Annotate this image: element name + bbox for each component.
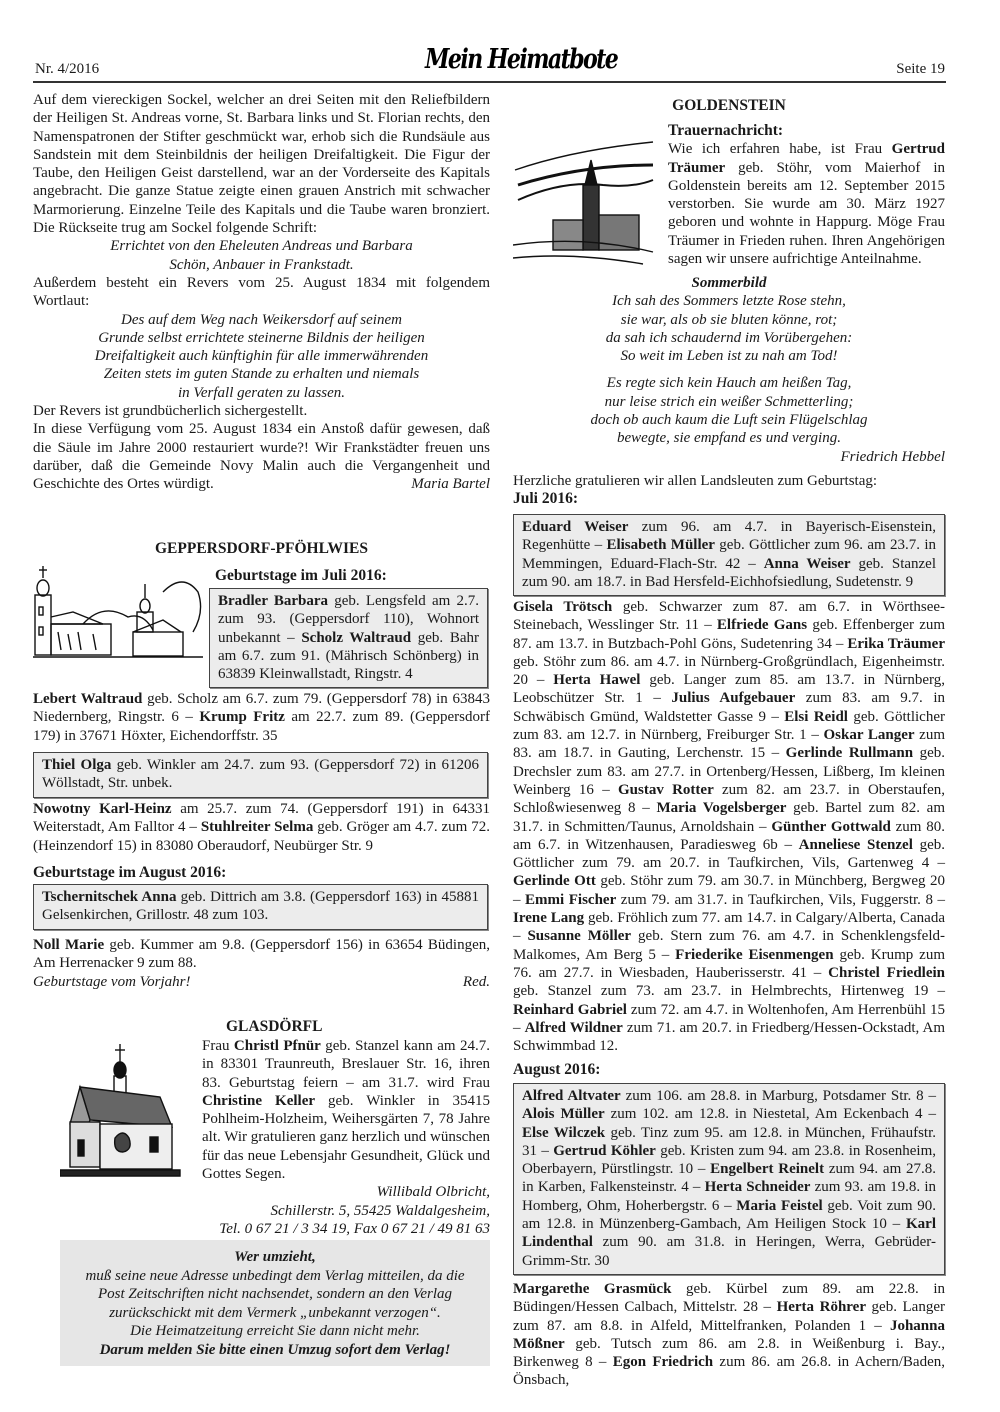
- obituary-heading: Trauernachricht:: [668, 122, 784, 139]
- text-line: Willibald Olbricht,: [376, 1184, 490, 1201]
- obituary: [668, 122, 945, 268]
- highlight-box: [513, 514, 945, 596]
- text-segment: geb. Tinz zum 95. am 12.8. in München, Frühaufstr. 31 –: [522, 1124, 936, 1159]
- person-name: Alfred Altvater: [522, 1088, 621, 1104]
- text-segment: Wie ich erfahren habe, ist Frau: [668, 141, 892, 158]
- person-name: Else Wilczek: [522, 1124, 606, 1141]
- text-segment: geb. Scholz am 6.7. zum 79. (Geppersdorf 78) in 63843 Niedernberg, Ringstr. 6 –: [33, 691, 490, 726]
- person-name: Gertrud Köhler: [553, 1142, 656, 1159]
- revers-quote: [33, 311, 490, 402]
- person-name: Eduard Weiser: [522, 519, 629, 535]
- person-name: Christel Friedlein: [828, 964, 945, 981]
- person-name: Herta Röhrer: [776, 1299, 866, 1316]
- text-line: So weit im Leben ist zu nah am Tod!: [620, 348, 838, 365]
- text-line: Dreifaltigkeit auch künftighin für alle immerwährenden: [94, 348, 429, 365]
- person-name: Elsi Reidl: [784, 708, 848, 725]
- article-paragraph: Der Revers ist grundbücherlich sichergestellt.: [33, 403, 308, 420]
- person-name: Emmi Fischer: [525, 891, 617, 908]
- article-author: Maria Bartel: [411, 476, 490, 493]
- text-segment: geb. Winkler in 35415 Pohlheim-Holzheim, Weihersgärten 7, 78 Jahre alt. Wir gratulieren ganz herzlich und wünschen für das neue Lebensjahr Gesundheit, Glück und Gottes Segen.: [202, 1092, 490, 1183]
- article-paragraph: [33, 420, 490, 493]
- glasdoerfl-paragraph: [202, 1037, 490, 1183]
- issue-number: Nr. 4/2016: [35, 61, 100, 77]
- inscription: [33, 237, 490, 274]
- person-name: Maria Vogelsberger: [656, 800, 787, 817]
- person-name: Günther Gottwald: [771, 818, 891, 835]
- text-segment: am 22.7. zum 89. (Geppersdorf 179) in 37671 Höxter, Eichendorffstr. 35: [33, 709, 490, 744]
- text-line: Des auf dem Weg nach Weikersdorf auf seinem: [121, 311, 402, 328]
- text-segment: am 25.7. zum 74. (Geppersdorf 191) in 64331 Weiterstadt, Am Falltor 4 –: [33, 801, 490, 836]
- text-segment: geb. Bahr am 6.7. zum 91. (Mährisch Schönberg) in 63839 Kleinwallstadt, Ringstr. 4: [218, 629, 479, 683]
- text-line: Ich sah des Sommers letzte Rose stehn,: [612, 293, 846, 310]
- text-segment: zum 80. am 6.7. in Witzenhausen, Paradiesweg 6b –: [513, 818, 946, 853]
- person-name: Oskar Langer: [823, 727, 915, 744]
- person-name: Herta Schneider: [704, 1179, 811, 1196]
- person-name: Bradler Barbara: [218, 593, 329, 609]
- text-segment: geb. Kummer am 9.8. (Geppersdorf 156) in 63654 Büdingen, Am Herrenacker 9 zum 88.: [33, 937, 491, 972]
- text-line: Schön, Anbauer in Frankstadt.: [169, 256, 354, 273]
- person-name: Gustav Rotter: [617, 781, 714, 798]
- august-heading: August 2016:: [513, 1061, 601, 1078]
- greeting-text: Herzliche gratulieren wir allen Landsleuten zum Geburtstag:: [513, 473, 878, 489]
- highlight-box: [513, 1083, 945, 1275]
- previous-year-note: Geburtstage vom Vorjahr!: [33, 973, 191, 990]
- poem-title: Sommerbild: [691, 275, 767, 291]
- section-title-glasdoerfl: GLASDÖRFL: [226, 1018, 323, 1035]
- text-segment: geb. Lengsfeld am 2.7. zum 93. (Geppersdorf 110), Wohnort unbekannt –: [218, 593, 479, 646]
- birthday-text: [33, 936, 490, 973]
- text-segment: geb. Krump zum 76. am 27.7. in Wiesbaden, Hauberisserstr. 41 –: [513, 946, 946, 981]
- glasdoerfl-text: [202, 1037, 490, 1238]
- text-segment: geb. Langer zum 85. am 13.7. in Nürnberg, Leobschützer Str. 1 –: [513, 672, 945, 707]
- person-name: Gerlinde Rullmann: [785, 745, 914, 762]
- text-segment: zum 94. am 27.8. in Karben, Falkensteinstr. 4 –: [522, 1161, 936, 1196]
- person-name: Lebert Waltraud: [33, 691, 143, 707]
- text-segment: geb. Dittrich am 3.8. (Geppersdorf 163) in 45881 Gelsenkirchen, Grillostr. 48 zum 103.: [42, 889, 479, 924]
- newspaper-logo: Mein Heimatbote: [425, 44, 618, 75]
- text-segment: zum 83. am 18.7. in Gauting, Lerchenstr. 15 –: [513, 727, 945, 762]
- text-line: Post Zeitschriften nicht nachsendet, sondern an den Verlag: [97, 1286, 453, 1302]
- text-segment: zum 96. am 4.7. in Bayerisch-Eisenstein, Regenhütte –: [522, 519, 936, 554]
- highlight-box: [209, 588, 488, 688]
- text-segment: zum 79. am 31.7. in Taufkirchen, Vils, Fuggerstr. 8 –: [616, 891, 945, 908]
- text-segment: zum 106. am 28.8. in Marburg, Potsdamer Str. 8 –: [620, 1088, 936, 1104]
- text-line: bewegte, sie empfand es und verging.: [617, 430, 841, 447]
- person-name: Elfriede Gans: [716, 617, 808, 634]
- page-number: Seite 19: [896, 61, 945, 77]
- article-paragraph: Auf dem viereckigen Sockel, welcher an drei Seiten mit den Reliefbildern der Heiligen St. Andreas vorne, St. Barbara links und St. Florian rechts, den Namenspatronen der Stifter geschmückt war, erhob sich die Rundsäule aus Sandstein mit dem Steinbildnis der heiligen Dreifaltigkeit. Die Figur der Taube, den Heiligen Geist darstellend, war an der Vorderseite des Kapitals angebracht. Die ganze Statue zeigte einen grauen Anstrich mit schwacher Marmorierung. Einzelne Teile des Kapitals und die Taube waren bronziert. Die Rückseite trug am Sockel folgende Schrift:: [33, 92, 490, 237]
- text-segment: zum 93. am 19.8. in Homberg, Ohm, Hoherbergstr. 6 –: [522, 1179, 936, 1214]
- birthday-paragraph: [33, 690, 490, 745]
- text-segment: zum 83. am 9.7. in Schwäbisch Gmünd, Waldstetter Gasse 9 –: [513, 690, 945, 725]
- birthday-list-july: [513, 598, 945, 1055]
- text-line: sie war, als ob sie bluten könne, rot;: [620, 311, 838, 328]
- text-line: Errichtet von den Eheleuten Andreas und Barbara: [110, 238, 413, 255]
- article-trinity-column: [33, 91, 490, 494]
- person-name: Noll Marie: [33, 937, 105, 953]
- text-segment: geb. Kürbel zum 89. am 22.8. in Büdingen/Hessen Calbach, Mittelstr. 28 –: [513, 1281, 945, 1316]
- church-illustration: [33, 562, 205, 662]
- august-birthdays-heading: Geburtstage im August 2016:: [33, 864, 227, 881]
- text-segment: zum 72. am 4.7. in Woltenhofen, Am Herrenbühl 15 –: [513, 1001, 945, 1036]
- person-name: Tschernitschek Anna: [42, 889, 177, 905]
- birthday-paragraph: [33, 800, 490, 855]
- text-segment: geb. Göttlicher zum 83. am 12.7. in Nürnberg, Freiburger Str. 1 –: [513, 708, 945, 744]
- text-line: da sah ich schaudernd im Vorübergehen:: [605, 329, 853, 346]
- person-name: Thiel Olga: [42, 757, 112, 773]
- text-line: zurückschickt mit dem Vermerk „unbekannt verzogen“.: [109, 1304, 441, 1321]
- text-segment: zum 71. am 20.7. in Friedberg/Hessen-Ockstadt, Am Schwimmbad 12.: [513, 1019, 946, 1055]
- obituary-text: [668, 140, 945, 268]
- text-line: Es regte sich kein Hauch am heißen Tag,: [606, 375, 852, 392]
- chapel-illustration: [60, 1042, 182, 1177]
- person-name: Maria Feistel: [736, 1197, 823, 1214]
- person-name: Christine Keller: [202, 1092, 316, 1109]
- person-name: Nowotny Karl-Heinz: [33, 801, 172, 817]
- person-name: Anna Weiser: [763, 555, 851, 572]
- text-line: Schillerstr. 5, 55425 Waldalgesheim,: [270, 1202, 490, 1219]
- text-line: Die Heimatzeitung erreicht Sie dann nicht mehr.: [130, 1323, 420, 1339]
- poem-stanza: [513, 292, 945, 365]
- text-segment: geb. Langer zum 87. am 8.8. in Alfeld, Mittelfranken, Polanden 1 –: [513, 1299, 945, 1334]
- birthday-paragraph: [33, 936, 490, 991]
- text-segment: geb. Stanzel zum 90. am 18.7. in Bad Hersfeld-Eichhofsiedlung, Sudetenstr. 9: [522, 555, 936, 590]
- header-rule: [33, 81, 946, 83]
- text-segment: geb. Voit zum 90. am 12.8. in Münzenberg-Gambach, Am Heiligen Stock 10 –: [522, 1197, 936, 1233]
- person-name: Elisabeth Müller: [606, 537, 715, 554]
- person-name: Alfred Wildner: [524, 1019, 623, 1036]
- text-segment: geb. Effenberger zum 87. am 13.7. in Butzbach-Pohl Göns, Sudetenring 34 –: [513, 617, 946, 652]
- article-closing-text: In diese Verfügung vom 25. August 1834 ein Anstoß dafür gewesen, daß die Säule im Jahre 2000 restauriert wurde?! Wir Frankstädter freuen uns darüber, daß die Gemeinde Novy Malin auch die Vergangenheit und Geschichte des Ortes würdigt.: [33, 421, 490, 493]
- text-segment: geb. Kristen zum 94. am 23.8. in Rosenheim, Oberbayern, Pürstlingstr. 10 –: [522, 1142, 936, 1178]
- text-line: Grunde selbst errichtete steinerne Bildnis der heiligen: [98, 329, 425, 346]
- text-line: Tel. 0 67 21 / 3 34 19, Fax 0 67 21 / 49 81 63: [219, 1220, 490, 1237]
- person-name: Julius Aufgebauer: [671, 690, 796, 707]
- greeting-block: [513, 472, 945, 509]
- notice-text: [66, 1267, 484, 1341]
- text-segment: zum 90. am 31.8. in Heringen, Werra, Gebrüder-Grimm-Str. 30: [522, 1234, 936, 1269]
- text-segment: zum 102. am 12.8. in Niestetal, Am Eckenbach 4 –: [604, 1106, 936, 1123]
- person-name: Scholz Waltraud: [301, 629, 412, 646]
- text-segment: geb. Tutsch zum 86. am 2.8. in Weißenburg i. Bay., Birkenweg 8 –: [513, 1335, 945, 1371]
- text-line: muß seine neue Adresse unbedingt dem Verlag mitteilen, da die: [85, 1267, 465, 1284]
- person-name: Krump Fritz: [199, 709, 285, 726]
- article-paragraph: Außerdem besteht ein Revers vom 25. August 1834 mit folgendem Wortlaut:: [33, 274, 490, 310]
- person-name: Herta Hawel: [553, 672, 641, 689]
- poem-author: Friedrich Hebbel: [840, 448, 945, 465]
- person-name: Anneliese Stenzel: [798, 836, 913, 853]
- person-name: Erika Träumer: [847, 635, 945, 652]
- text-segment: geb. Bartel zum 82. am 31.7. in Schmitten/Taunus, Arnoldshain –: [513, 800, 945, 835]
- text-line: nur leise strich ein weißer Schmetterling;: [604, 393, 854, 410]
- editor-signature: Red.: [462, 973, 490, 990]
- text-line: doch ob auch kaum die Luft sein Flügelschlag: [590, 412, 868, 429]
- person-name: Susanne Möller: [527, 928, 632, 945]
- person-name: Karl Lindenthal: [522, 1216, 936, 1251]
- person-name: Friederike Eisenmengen: [675, 946, 834, 963]
- notice-title: Wer umzieht,: [234, 1249, 316, 1265]
- text-segment: geb. Stöhr, vom Maierhof in Goldenstein bereits am 12. September 2015 verstorben. Sie wurde am 30. März 1927 geboren und wohnte in Happurg. Möge Frau Träumer in Frieden ruhen. Ihren Angehörigen sagen wir unsere aufrichtige Anteilnahme.: [668, 159, 945, 268]
- person-name: Engelbert Reinelt: [710, 1161, 825, 1178]
- town-illustration: [513, 140, 658, 265]
- person-name: Johanna Mößner: [513, 1317, 945, 1352]
- person-name: Gertrud Träumer: [668, 141, 945, 176]
- correspondent-signature: [202, 1183, 490, 1238]
- person-name: Stuhlreiter Selma: [200, 819, 314, 836]
- moving-notice-box: [60, 1240, 490, 1366]
- text-segment: geb. Fröhlich zum 77. am 14.7. in Calgary/Alberta, Canada –: [513, 910, 945, 945]
- person-name: Gerlinde Ott: [513, 873, 596, 890]
- text-segment: geb. Stöhr zum 86. am 4.7. in Nürnberg-Großgründlach, Eigenheimstr. 20 –: [513, 653, 945, 689]
- text-segment: geb. Drechsler zum 83. am 27.7. in Ortenberg/Hessen, Lißberg, Im kleinen Weinberg 16 –: [513, 745, 945, 798]
- notice-emphasis: Darum melden Sie bitte einen Umzug sofort dem Verlag!: [99, 1341, 451, 1358]
- highlight-box: [33, 884, 488, 930]
- highlight-box: [33, 752, 488, 798]
- text-segment: geb. Göttlicher zum 96. am 23.7. in Memmingen, Eduard-Flach-Str. 42 –: [522, 537, 936, 572]
- text-line: in Verfall geraten zu lassen.: [177, 384, 346, 401]
- person-name: Christl Pfnür: [233, 1038, 321, 1054]
- section-title-geppersdorf: GEPPERSDORF-PFÖHLWIES: [154, 540, 368, 557]
- text-segment: Frau: [202, 1038, 234, 1054]
- text-segment: geb. Stern zum 76. am 4.7. in Schenklengsfeld-Malkomes, Am Berg 5 –: [513, 928, 945, 963]
- person-name: Alois Müller: [522, 1106, 605, 1123]
- person-name: Reinhard Gabriel: [513, 1001, 627, 1018]
- person-name: Irene Lang: [513, 910, 585, 927]
- text-segment: zum 82. am 23.7. in Oberstaufen, Schloßwiesenweg 8 –: [513, 781, 945, 817]
- text-segment: geb. Stanzel kann am 24.7. in 83301 Traunreuth, Breslauer Str. 16, ihren 83. Geburtstag feiern – am 31.7. wird Frau: [202, 1038, 490, 1091]
- july-birthdays-heading: Geburtstage im Juli 2016:: [215, 567, 387, 584]
- text-segment: geb. Stöhr zum 79. am 30.7. in Münchberg, Bergweg 20 –: [513, 873, 945, 908]
- birthday-list-august: [513, 1280, 945, 1390]
- text-segment: geb. Schwarzer zum 87. am 6.7. in Wörthsee-Steinebach, Wesslinger Str. 11 –: [513, 599, 946, 634]
- poem-stanza: [513, 374, 945, 447]
- poem: [513, 274, 945, 466]
- person-name: Egon Friedrich: [612, 1354, 714, 1371]
- person-name: Margarethe Grasmück: [513, 1281, 672, 1297]
- text-segment: geb. Gröger am 4.7. zum 72. (Heinzendorf 15) in 83080 Oberaudorf, Neubürger Str. 9: [33, 819, 490, 854]
- july-heading: Juli 2016:: [513, 490, 579, 508]
- section-title-goldenstein: GOLDENSTEIN: [672, 97, 786, 114]
- text-segment: geb. Winkler am 24.7. zum 93. (Geppersdorf 72) in 61206 Wöllstadt, Str. unbek.: [42, 757, 479, 792]
- text-line: Zeiten stets im guten Stande zu erhalten und niemals: [103, 366, 420, 383]
- text-segment: geb. Göttlicher zum 79. am 20.7. in Taufkirchen, Vils, Gartenweg 4 –: [513, 836, 945, 872]
- person-name: Gisela Trötsch: [513, 599, 613, 615]
- text-segment: geb. Stanzel zum 73. am 23.7. in Helmbrechts, Hirtenweg 19 –: [513, 983, 945, 1000]
- text-segment: zum 86. am 26.8. in Achern/Baden, Önsbach,: [513, 1354, 945, 1389]
